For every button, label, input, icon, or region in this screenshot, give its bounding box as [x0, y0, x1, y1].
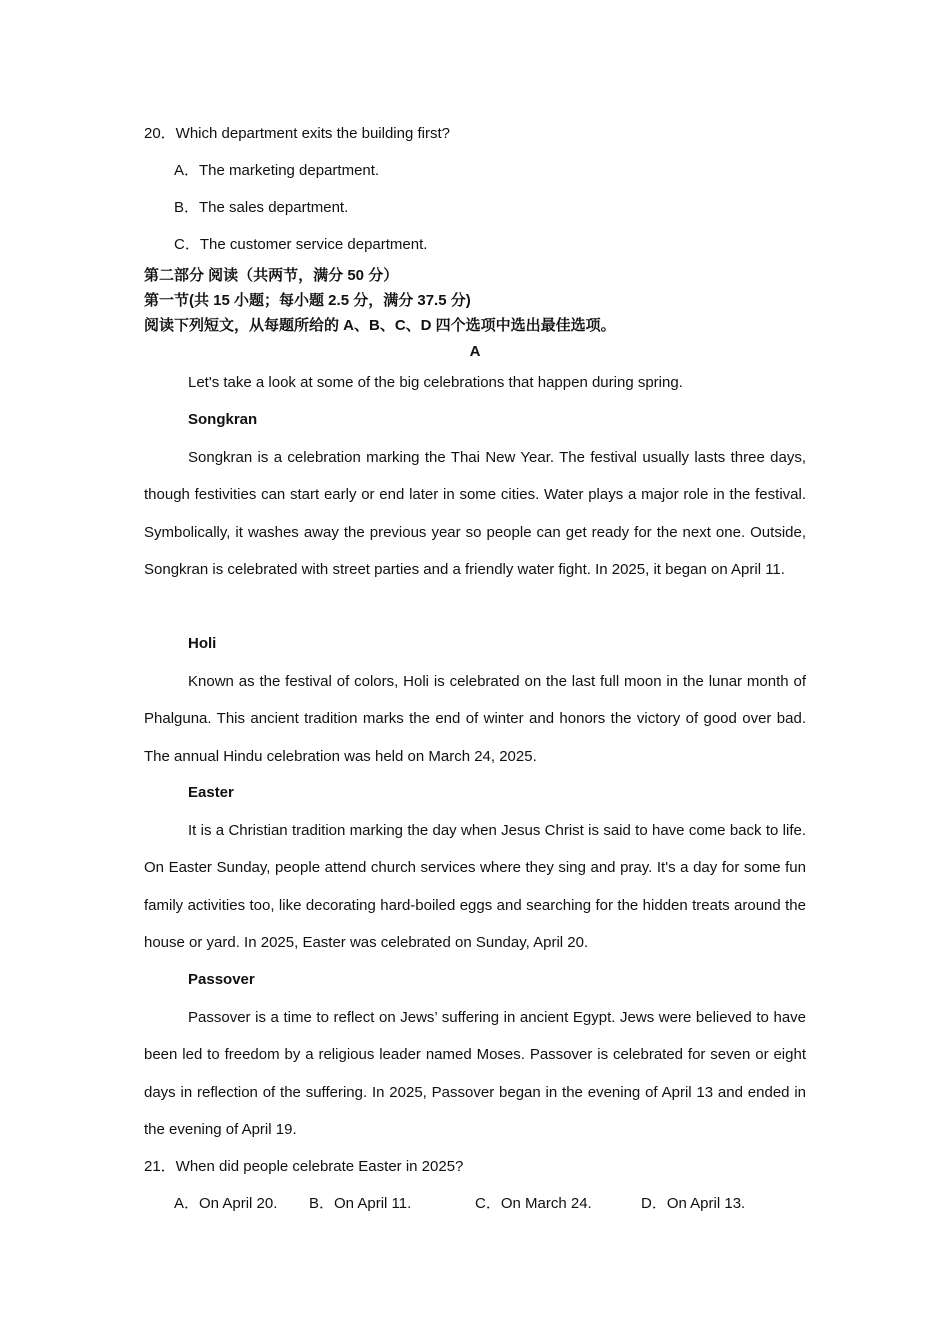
section-title-passover: Passover — [188, 971, 255, 988]
q21-option-c: C．On March 24. — [475, 1195, 592, 1212]
question-21: 21．When did people celebrate Easter in 2025? — [144, 1158, 464, 1175]
reading-instruction: 阅读下列短文，从每题所给的 A、B、C、D 四个选项中选出最佳选项。 — [144, 317, 616, 334]
section1-header: 第一节(共 15 小题；每小题 2.5 分，满分 37.5 分) — [144, 292, 471, 309]
section-title-songkran: Songkran — [188, 411, 258, 428]
section-title-holi: Holi — [188, 635, 217, 652]
section-body-passover: Passover is a time to reflect on Jews’ suffering in ancient Egypt. Jews were believed to have been led to freedom by a religious leader named Moses. Passover is celebrated for seven or eight days in reflection of the suffering. In 2025, Passover began in the evening of April 13 and ended in the evening of April 19. — [144, 1009, 806, 1138]
section-body-easter: It is a Christian tradition marking the day when Jesus Christ is said to have come back to life. On Easter Sunday, people attend church services where they sing and pray. It's a day for some fun family activities too, like decorating hard-boiled eggs and searching for the hidden treats around the house or yard. In 2025, Easter was celebrated on Sunday, April 20. — [144, 822, 806, 951]
passage-label: A — [469, 343, 481, 360]
passage-intro: Let's take a look at some of the big celebrations that happen during spring. — [188, 374, 683, 391]
section-title-easter: Easter — [188, 784, 234, 801]
question-20: 20．Which department exits the building first? — [144, 125, 450, 142]
q20-option-b: B．The sales department. — [174, 199, 349, 216]
section-body-songkran: Songkran is a celebration marking the Thai New Year. The festival usually lasts three days, though festivities can start early or end later in some cities. Water plays a major role in the festival. Symbolically, it washes away the previous year so people can get ready for the next one. Outside, Songkran is celebrated with street parties and a friendly water fight. In 2025, it began on April 11. — [144, 449, 806, 578]
part2-header: 第二部分 阅读（共两节，满分 50 分） — [144, 267, 399, 284]
q20-option-c: C．The customer service department. — [174, 236, 428, 253]
section-body-holi: Known as the festival of colors, Holi is celebrated on the last full moon in the lunar month of Phalguna. This ancient tradition marks the end of winter and honors the victory of good over bad. The annual Hindu celebration was held on March 24, 2025. — [144, 673, 806, 765]
q20-option-a: A．The marketing department. — [174, 162, 380, 179]
q21-option-d: D．On April 13. — [641, 1195, 746, 1212]
q21-option-a: A．On April 20. — [174, 1195, 278, 1212]
q21-option-b: B．On April 11. — [309, 1195, 412, 1212]
